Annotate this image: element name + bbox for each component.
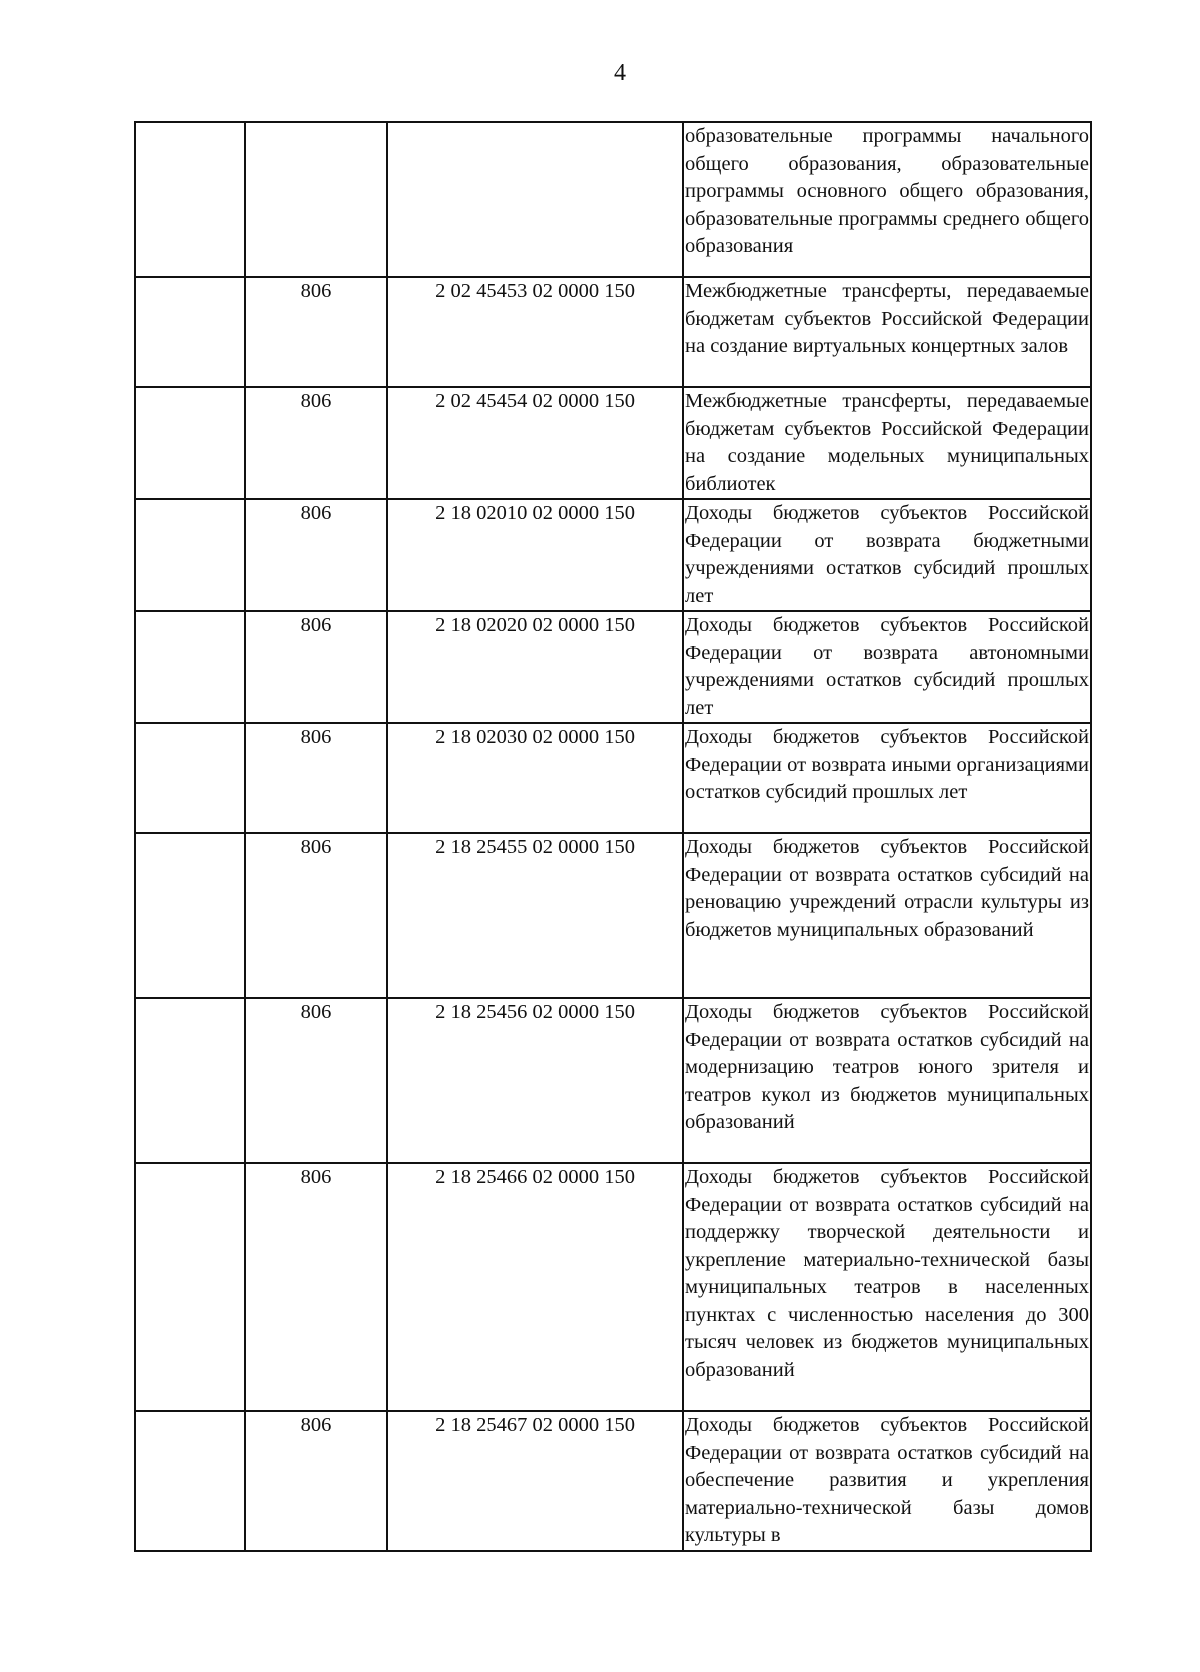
admin-code-cell xyxy=(245,122,387,277)
description-cell: Доходы бюджетов субъектов Российской Федерации от возврата остатков субсидий на обеспечение развития и укрепления материально-технической базы домов культуры в xyxy=(683,1411,1091,1551)
table-row xyxy=(135,122,1091,277)
revenue-codes-table xyxy=(134,121,1092,1552)
empty-cell xyxy=(135,499,245,611)
description-cell: Доходы бюджетов субъектов Российской Федерации от возврата автономными учреждениями остатков субсидий прошлых лет xyxy=(683,611,1091,723)
empty-cell xyxy=(135,723,245,833)
description-cell: образовательные программы начального общего образования, образовательные программы основного общего образования, образовательные программы среднего общего образования xyxy=(683,122,1091,277)
table-row xyxy=(135,387,1091,499)
budget-code-cell: 2 18 02030 02 0000 150 xyxy=(387,723,683,833)
page-number: 4 xyxy=(614,60,626,86)
empty-cell xyxy=(135,998,245,1163)
table-row xyxy=(135,1411,1091,1551)
admin-code-cell: 806 xyxy=(245,499,387,611)
description-cell: Межбюджетные трансферты, передаваемые бюджетам субъектов Российской Федерации на создание виртуальных концертных залов xyxy=(683,277,1091,387)
description-cell: Доходы бюджетов субъектов Российской Федерации от возврата остатков субсидий на поддержку творческой деятельности и укрепление материально-технической базы муниципальных театров в населенных пунктах с численностью населения до 300 тысяч человек из бюджетов муниципальных образований xyxy=(683,1163,1091,1411)
budget-code-cell: 2 02 45453 02 0000 150 xyxy=(387,277,683,387)
budget-code-cell: 2 18 02020 02 0000 150 xyxy=(387,611,683,723)
description-cell: Доходы бюджетов субъектов Российской Федерации от возврата иными организациями остатков субсидий прошлых лет xyxy=(683,723,1091,833)
admin-code-cell: 806 xyxy=(245,833,387,998)
table-row xyxy=(135,277,1091,387)
empty-cell xyxy=(135,277,245,387)
table-row xyxy=(135,833,1091,998)
empty-cell xyxy=(135,1163,245,1411)
table-body xyxy=(135,122,1091,1551)
description-cell: Межбюджетные трансферты, передаваемые бюджетам субъектов Российской Федерации на создание модельных муниципальных библиотек xyxy=(683,387,1091,499)
empty-cell xyxy=(135,122,245,277)
admin-code-cell: 806 xyxy=(245,998,387,1163)
admin-code-cell: 806 xyxy=(245,1411,387,1551)
budget-code-cell: 2 18 25456 02 0000 150 xyxy=(387,998,683,1163)
empty-cell xyxy=(135,1411,245,1551)
admin-code-cell: 806 xyxy=(245,277,387,387)
budget-code-cell: 2 02 45454 02 0000 150 xyxy=(387,387,683,499)
empty-cell xyxy=(135,387,245,499)
budget-code-cell: 2 18 25455 02 0000 150 xyxy=(387,833,683,998)
admin-code-cell: 806 xyxy=(245,723,387,833)
description-cell: Доходы бюджетов субъектов Российской Федерации от возврата остатков субсидий на реновацию учреждений отрасли культуры из бюджетов муниципальных образований xyxy=(683,833,1091,998)
table-row xyxy=(135,998,1091,1163)
budget-code-cell: 2 18 02010 02 0000 150 xyxy=(387,499,683,611)
empty-cell xyxy=(135,833,245,998)
description-cell: Доходы бюджетов субъектов Российской Федерации от возврата остатков субсидий на модернизацию театров юного зрителя и театров кукол из бюджетов муниципальных образований xyxy=(683,998,1091,1163)
table-row xyxy=(135,611,1091,723)
admin-code-cell: 806 xyxy=(245,387,387,499)
empty-cell xyxy=(135,611,245,723)
table-row xyxy=(135,499,1091,611)
table-row xyxy=(135,723,1091,833)
table-row xyxy=(135,1163,1091,1411)
admin-code-cell: 806 xyxy=(245,611,387,723)
description-cell: Доходы бюджетов субъектов Российской Федерации от возврата бюджетными учреждениями остатков субсидий прошлых лет xyxy=(683,499,1091,611)
budget-code-cell: 2 18 25466 02 0000 150 xyxy=(387,1163,683,1411)
budget-code-cell xyxy=(387,122,683,277)
budget-code-cell: 2 18 25467 02 0000 150 xyxy=(387,1411,683,1551)
admin-code-cell: 806 xyxy=(245,1163,387,1411)
